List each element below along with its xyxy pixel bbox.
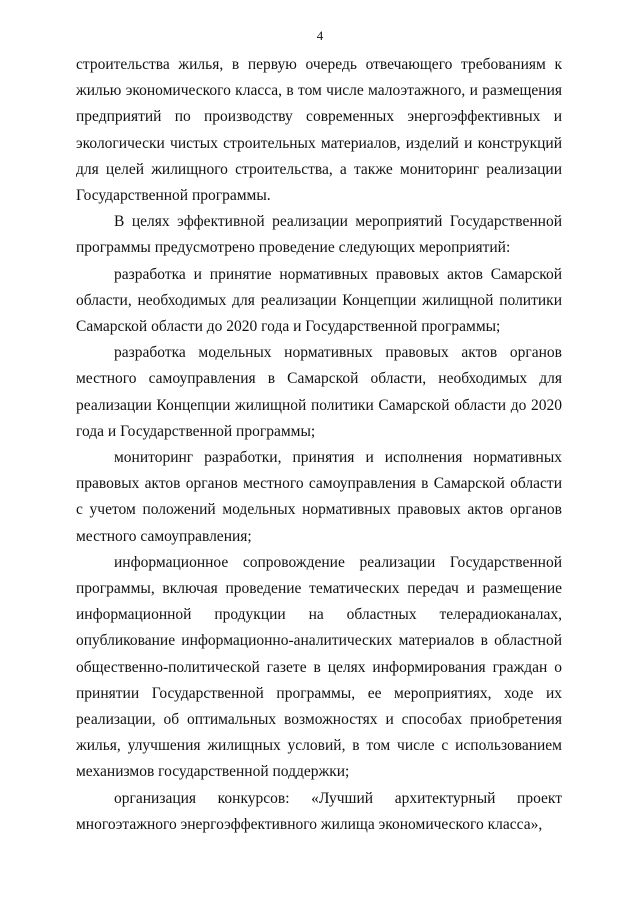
paragraph-continuation: строительства жилья, в первую очередь отвечающего требованиям к жилью экономического класса, в том числе малоэтажного, и размещения предприятий по производству современных энергоэффективных и экологически чистых строительных материалов, изделий и конструкций для целей жилищного строительства, а также мониторинг реализации Государственной программы. — [76, 56, 562, 205]
list-item: разработка модельных нормативных правовых актов органов местного самоуправления в Самарской области, необходимых для реализации Концепции жилищной политики Самарской области до 2020 года и Государственной программы; — [76, 344, 562, 440]
list-item: организация конкурсов: «Лучший архитектурный проект многоэтажного энергоэффективного жилища экономического класса», — [76, 789, 562, 833]
page-number: 4 — [316, 28, 324, 43]
list-item: информационное сопровождение реализации Государственной программы, включая проведение тематических передач и размещение информационной продукции на областных телерадиоканалах, опубликование информационно-аналитических материалов в областной общественно-политической газете в целях информирования граждан о принятии Государственной программы, ее мероприятиях, ходе их реализации, об оптимальных возможностях и способах приобретения жилья, улучшения жилищных условий, в том числе с использованием механизмов государственной поддержки; — [76, 553, 562, 781]
list-item: мониторинг разработки, принятия и исполнения нормативных правовых актов органов местного самоуправления в Самарской области с учетом положений модельных нормативных правовых актов органов местного самоуправления; — [76, 449, 562, 545]
document-body — [76, 52, 562, 838]
paragraph: В целях эффективной реализации мероприятий Государственной программы предусмотрено проведение следующих мероприятий: — [76, 213, 562, 257]
list-item: разработка и принятие нормативных правовых актов Самарской области, необходимых для реализации Концепции жилищной политики Самарской области до 2020 года и Государственной программы; — [76, 265, 562, 336]
